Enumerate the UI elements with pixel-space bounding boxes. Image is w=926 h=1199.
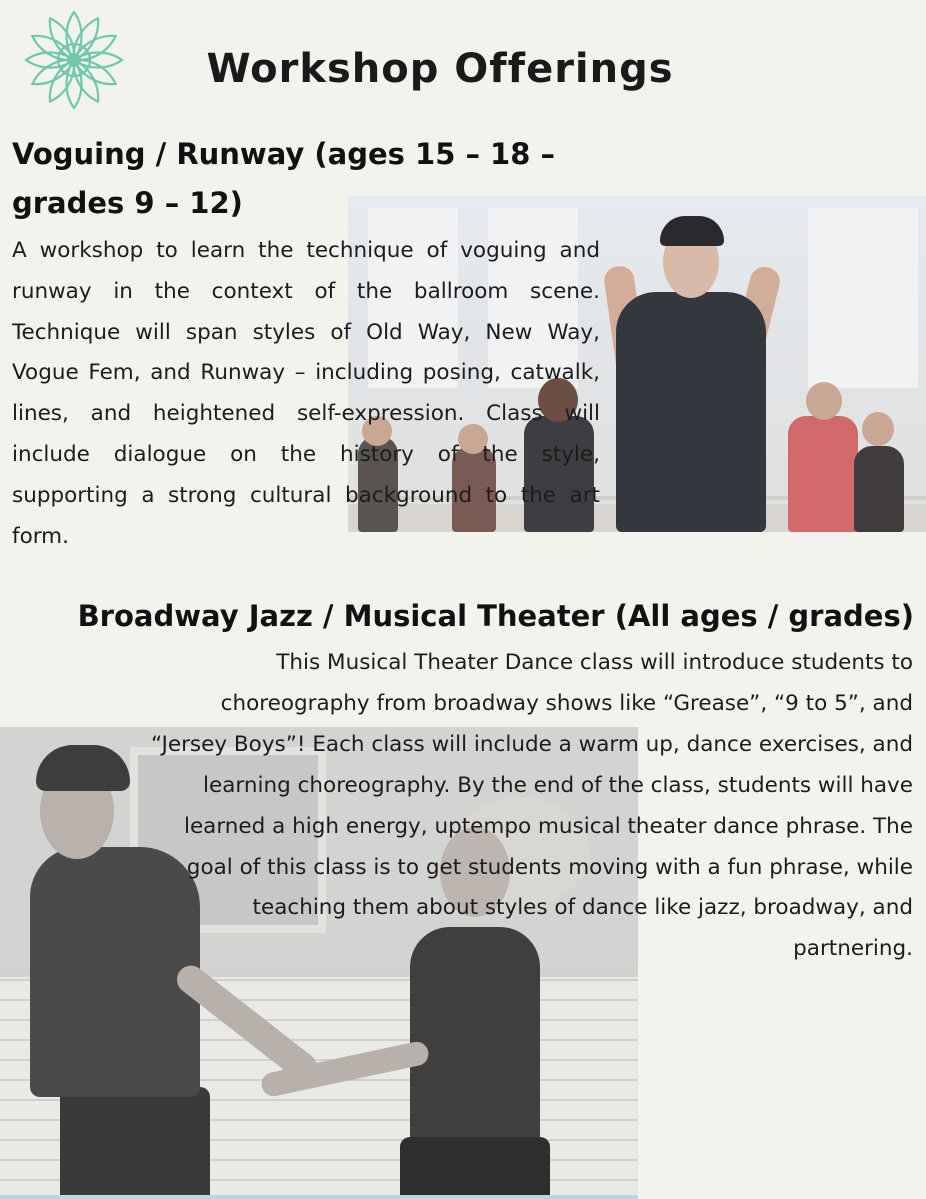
musical-theater-heading: Broadway Jazz / Musical Theater (All ages / grades): [77, 599, 914, 633]
musical-theater-description: This Musical Theater Dance class will introduce students to choreography from broadway shows like “Grease”, “9 to 5”, and “Jersey Boys”! Each class will include a warm up, dance exercises, and learning choreography. By the end of the class, students will have learned a high energy, uptempo musical theater dance phrase. The goal of this class is to get students moving with a fun phrase, while teaching them about styles of dance like jazz, broadway, and partnering.: [151, 650, 913, 962]
voguing-description: A workshop to learn the technique of voguing and runway in the context of the ballroom scene. Technique will span styles of Old Way, New Way, Vogue Fem, and Runway – including posing, catwalk, lines, and heightened self-expression. Class will include dialogue on the history of the style, supporting a strong cultural background to the art form.: [12, 238, 600, 549]
page-title: Workshop Offerings: [206, 46, 674, 92]
voguing-heading: Voguing / Runway (ages 15 – 18 – grades 9 – 12): [12, 137, 556, 220]
bottom-divider: [0, 1195, 638, 1199]
